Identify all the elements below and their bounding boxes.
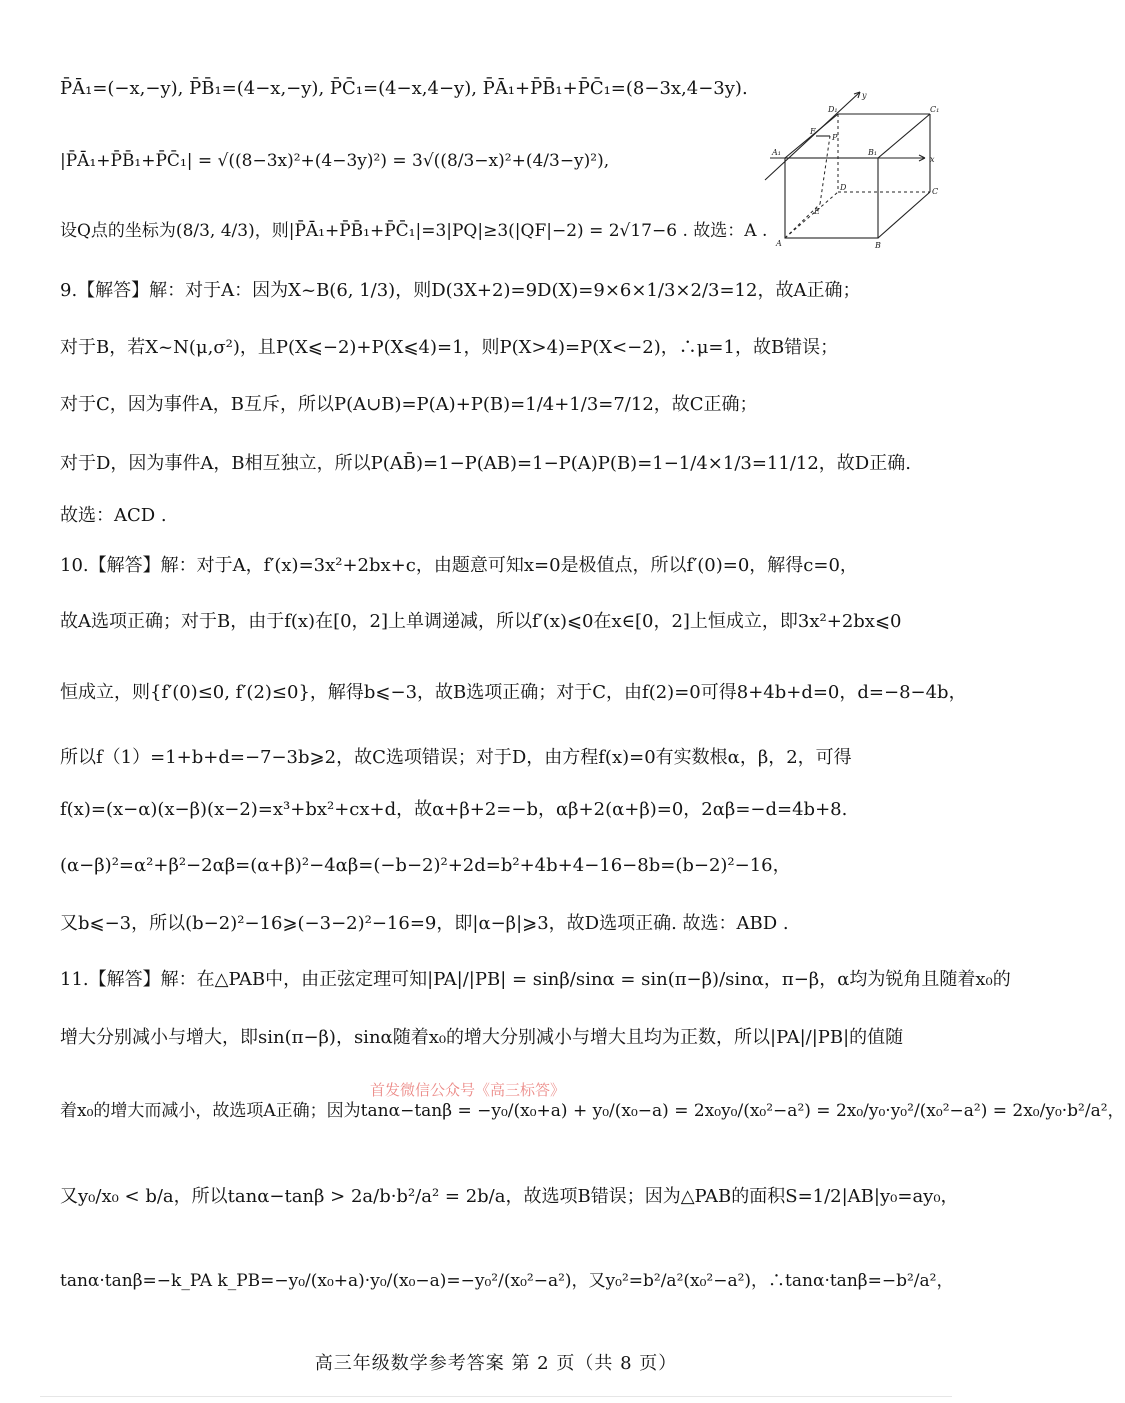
label-b1: B₁ bbox=[868, 148, 878, 157]
label-y-axis: y bbox=[862, 91, 867, 100]
edge-b-c bbox=[878, 192, 930, 238]
text-line-16: 11.【解答】解：在△PAB中，由正弦定理可知|PA|/|PB| = sinβ/sinα = sin(π−β)/sinα，π−β，α均为锐角且随着x₀的 bbox=[60, 969, 1011, 990]
text-line-13: f(x)=(x−α)(x−β)(x−2)=x³+bx²+cx+d，故α+β+2=−b，αβ+2(α+β)=0，2αβ=−d=4b+8. bbox=[60, 799, 848, 820]
label-a: A bbox=[776, 239, 782, 248]
text-line-11: 恒成立，则{f′(0)≤0, f′(2)≤0}，解得b⩽−3，故B选项正确；对于C，由f(2)=0可得8+4b+d=0，d=−8−4b， bbox=[60, 682, 967, 703]
y-axis bbox=[765, 92, 860, 180]
watermark-text: 首发微信公众号《高三标答》 bbox=[370, 1081, 566, 1099]
edge-a1-d1 bbox=[785, 114, 838, 158]
label-b: B bbox=[875, 241, 881, 250]
text-line-17: 增大分别减小与增大，即sin(π−β)，sinα随着x₀的增大分别减小与增大且均为正数，所以|PA|/|PB|的值随 bbox=[60, 1027, 904, 1048]
text-line-8: 故选：ACD . bbox=[60, 505, 167, 526]
label-c: C bbox=[932, 187, 939, 196]
label-d1: D₁ bbox=[828, 105, 838, 114]
text-line-12: 所以f（1）=1+b+d=−7−3b⩾2，故C选项错误；对于D，由方程f(x)=0有实数根α，β，2，可得 bbox=[60, 747, 852, 768]
text-line-2: |P̄Ā₁+P̄B̄₁+P̄C̄₁| = √((8−3x)²+(4−3y)²) = 3√((8/3−x)²+(4/3−y)²), bbox=[60, 151, 610, 171]
text-line-20: tanα·tanβ=−k_PA k_PB=−y₀/(x₀+a)·y₀/(x₀−a)=−y₀²/(x₀²−a²)，又y₀²=b²/a²(x₀²−a²)，∴tanα·tanβ=−b²/a²， bbox=[60, 1271, 954, 1291]
text-line-10: 故A选项正确；对于B，由于f(x)在[0，2]上单调递减，所以f′(x)⩽0在x∈[0，2]上恒成立，即3x²+2bx⩽0 bbox=[60, 611, 902, 632]
label-e: E bbox=[814, 207, 820, 216]
label-f: F bbox=[810, 127, 816, 136]
segment-e-p bbox=[820, 136, 830, 204]
bottom-divider bbox=[40, 1396, 952, 1397]
label-p: P bbox=[832, 133, 838, 142]
edge-a-d-hidden bbox=[785, 192, 838, 238]
label-d: D bbox=[840, 183, 847, 192]
cube-figure bbox=[760, 88, 950, 258]
text-line-5: 对于B，若X~N(μ,σ²)，且P(X⩽−2)+P(X⩽4)=1，则P(X>4)=P(X<−2)，∴μ=1，故B错误； bbox=[60, 337, 839, 358]
text-line-4: 9.【解答】解：对于A：因为X~B(6, 1/3)，则D(3X+2)=9D(X)=9×6×1/3×2/3=12，故A正确； bbox=[60, 280, 861, 301]
text-line-7: 对于D，因为事件A，B相互独立，所以P(AB̄)=1−P(AB)=1−P(A)P(B)=1−1/4×1/3=11/12，故D正确. bbox=[60, 453, 911, 474]
text-line-19: 又y₀/x₀ < b/a，所以tanα−tanβ > 2a/b·b²/a² = 2b/a，故选项B错误；因为△PAB的面积S=1/2|AB|y₀=ay₀， bbox=[60, 1186, 959, 1207]
text-line-18: 着x₀的增大而减小，故选项A正确；因为tanα−tanβ = −y₀/(x₀+a) + y₀/(x₀−a) = 2x₀y₀/(x₀²−a²) = 2x₀/y₀·y₀²/(x₀²−a²) = 2x₀/y₀·b²/a²， bbox=[60, 1101, 1125, 1121]
text-line-9: 10.【解答】解：对于A，f′(x)=3x²+2bx+c，由题意可知x=0是极值点，所以f′(0)=0，解得c=0， bbox=[60, 555, 858, 576]
text-line-1: P̄Ā₁=(−x,−y), P̄B̄₁=(4−x,−y), P̄C̄₁=(4−x,4−y), P̄Ā₁+P̄B̄₁+P̄C̄₁=(8−3x,4−3y). bbox=[60, 78, 748, 99]
text-line-3: 设Q点的坐标为(8/3, 4/3)，则|P̄Ā₁+P̄B̄₁+P̄C̄₁|=3|PQ|≥3(|QF|−2) = 2√17−6 . 故选：A . bbox=[60, 221, 768, 241]
label-c1: C₁ bbox=[930, 105, 940, 114]
text-line-15: 又b⩽−3，所以(b−2)²−16⩾(−3−2)²−16=9，即|α−β|⩾3，故D选项正确. 故选：ABD . bbox=[60, 913, 789, 934]
page-footer: 高三年级数学参考答案 第 2 页（共 8 页） bbox=[314, 1353, 678, 1374]
label-x-axis: x bbox=[930, 155, 935, 164]
edge-b1-c1 bbox=[878, 114, 930, 158]
label-a1: A₁ bbox=[772, 148, 781, 157]
text-line-14: (α−β)²=α²+β²−2αβ=(α+β)²−4αβ=(−b−2)²+2d=b²+4b+4−16−8b=(b−2)²−16， bbox=[60, 855, 791, 876]
text-line-6: 对于C，因为事件A，B互斥，所以P(A∪B)=P(A)+P(B)=1/4+1/3=7/12，故C正确； bbox=[60, 394, 758, 415]
